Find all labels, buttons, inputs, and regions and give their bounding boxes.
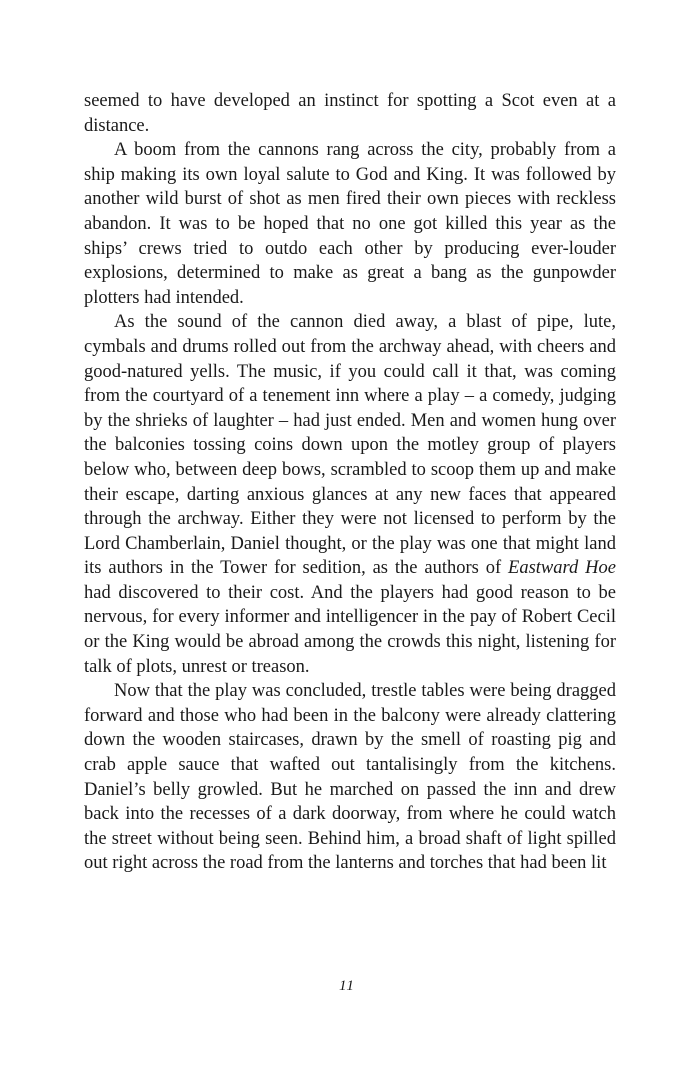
page-number: 11	[339, 978, 355, 994]
paragraph-2: A boom from the cannons rang across the city, probably from a ship making its own loyal salute to God and King. It was followed by another wild burst of shot as men fired their own pieces with reckless abandon. It was to be hoped that no one got killed this year as the ships’ crews tried to outdo each other by producing ever-louder explosions, determined to make as great a bang as the gunpowder plotters had intended.	[84, 140, 616, 308]
paragraph-1: seemed to have developed an instinct for spotting a Scot even at a distance.	[84, 91, 616, 136]
body-text	[84, 89, 616, 876]
paragraph-3-part-1: As the sound of the cannon died away, a blast of pipe, lute, cymbals and drums rolled out from the archway ahead, with cheers and good-natured yells. The music, if you could call it that, was coming from the courtyard of a tenement inn where a play – a comedy, judging by the shrieks of laughter – had just ended. Men and women hung over the balconies tossing coins down upon the motley group of players below who, between deep bows, scrambled to scoop them up and make their escape, darting anxious glances at any new faces that appeared through the archway. Either they were not licensed to perform by the Lord Chamberlain, Daniel thought, or the play was one that might land its authors in the Tower for sedition, as the authors of	[84, 312, 616, 579]
paragraph-4: Now that the play was concluded, trestle tables were being dragged forward and those who had been in the balcony were already clattering down the wooden staircases, drawn by the smell of roasting pig and crab apple sauce that wafted out tantalisingly from the kitchens. Daniel’s belly growled. But he marched on passed the inn and drew back into the recesses of a dark doorway, from where he could watch the street without being seen. Behind him, a broad shaft of light spilled out right across the road from the lanterns and torches that had been lit	[84, 681, 616, 874]
book-title-italic: Eastward Hoe	[508, 558, 616, 579]
paragraph-3-part-2: had discovered to their cost. And the players had good reason to be nervous, for every informer and intelligencer in the pay of Robert Cecil or the King would be abroad among the crowds this night, listening for talk of plots, unrest or treason.	[84, 582, 616, 677]
paragraph-3	[84, 310, 616, 679]
